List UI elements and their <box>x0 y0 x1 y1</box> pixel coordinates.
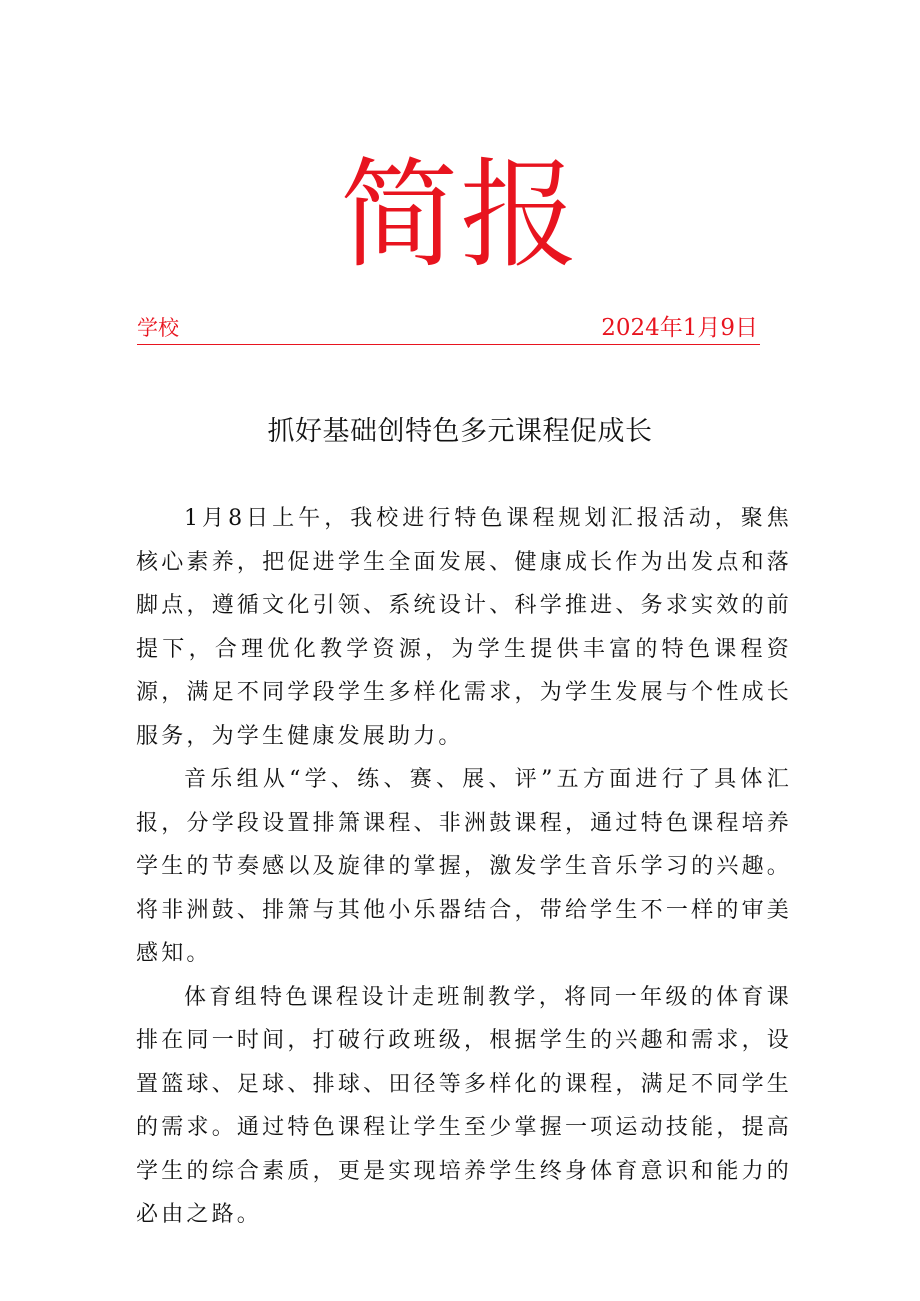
masthead-title: 简报 <box>339 146 580 284</box>
article-body <box>136 497 792 1237</box>
issue-date: 2024年1月9日 <box>601 315 758 341</box>
masthead-info-line <box>137 312 760 345</box>
school-name: 学校 <box>137 316 179 340</box>
article-title: 抓好基础创特色多元课程促成长 <box>267 416 653 447</box>
paragraph: 1月8日上午，我校进行特色课程规划汇报活动，聚焦核心素养，把促进学生全面发展、健康成长作为出发点和落脚点，遵循文化引领、系统设计、科学推进、务求实效的前提下，合理优化教学资源，为学生提供丰富的特色课程资源，满足不同学段学生多样化需求，为学生发展与个性成长服务，为学生健康发展助力。 <box>136 506 792 749</box>
paragraph: 音乐组从“学、练、赛、展、评”五方面进行了具体汇报，分学段设置排箫课程、非洲鼓课程，通过特色课程培养学生的节奏感以及旋律的掌握，激发学生音乐学习的兴趣。将非洲鼓、排箫与其他小乐器结合，带给学生不一样的审美感知。 <box>136 767 792 966</box>
paragraph: 体育组特色课程设计走班制教学，将同一年级的体育课排在同一时间，打破行政班级，根据学生的兴趣和需求，设置篮球、足球、排球、田径等多样化的课程，满足不同学生的需求。通过特色课程让学生至少掌握一项运动技能，提高学生的综合素质，更是实现培养学生终身体育意识和能力的必由之路。 <box>136 984 792 1227</box>
